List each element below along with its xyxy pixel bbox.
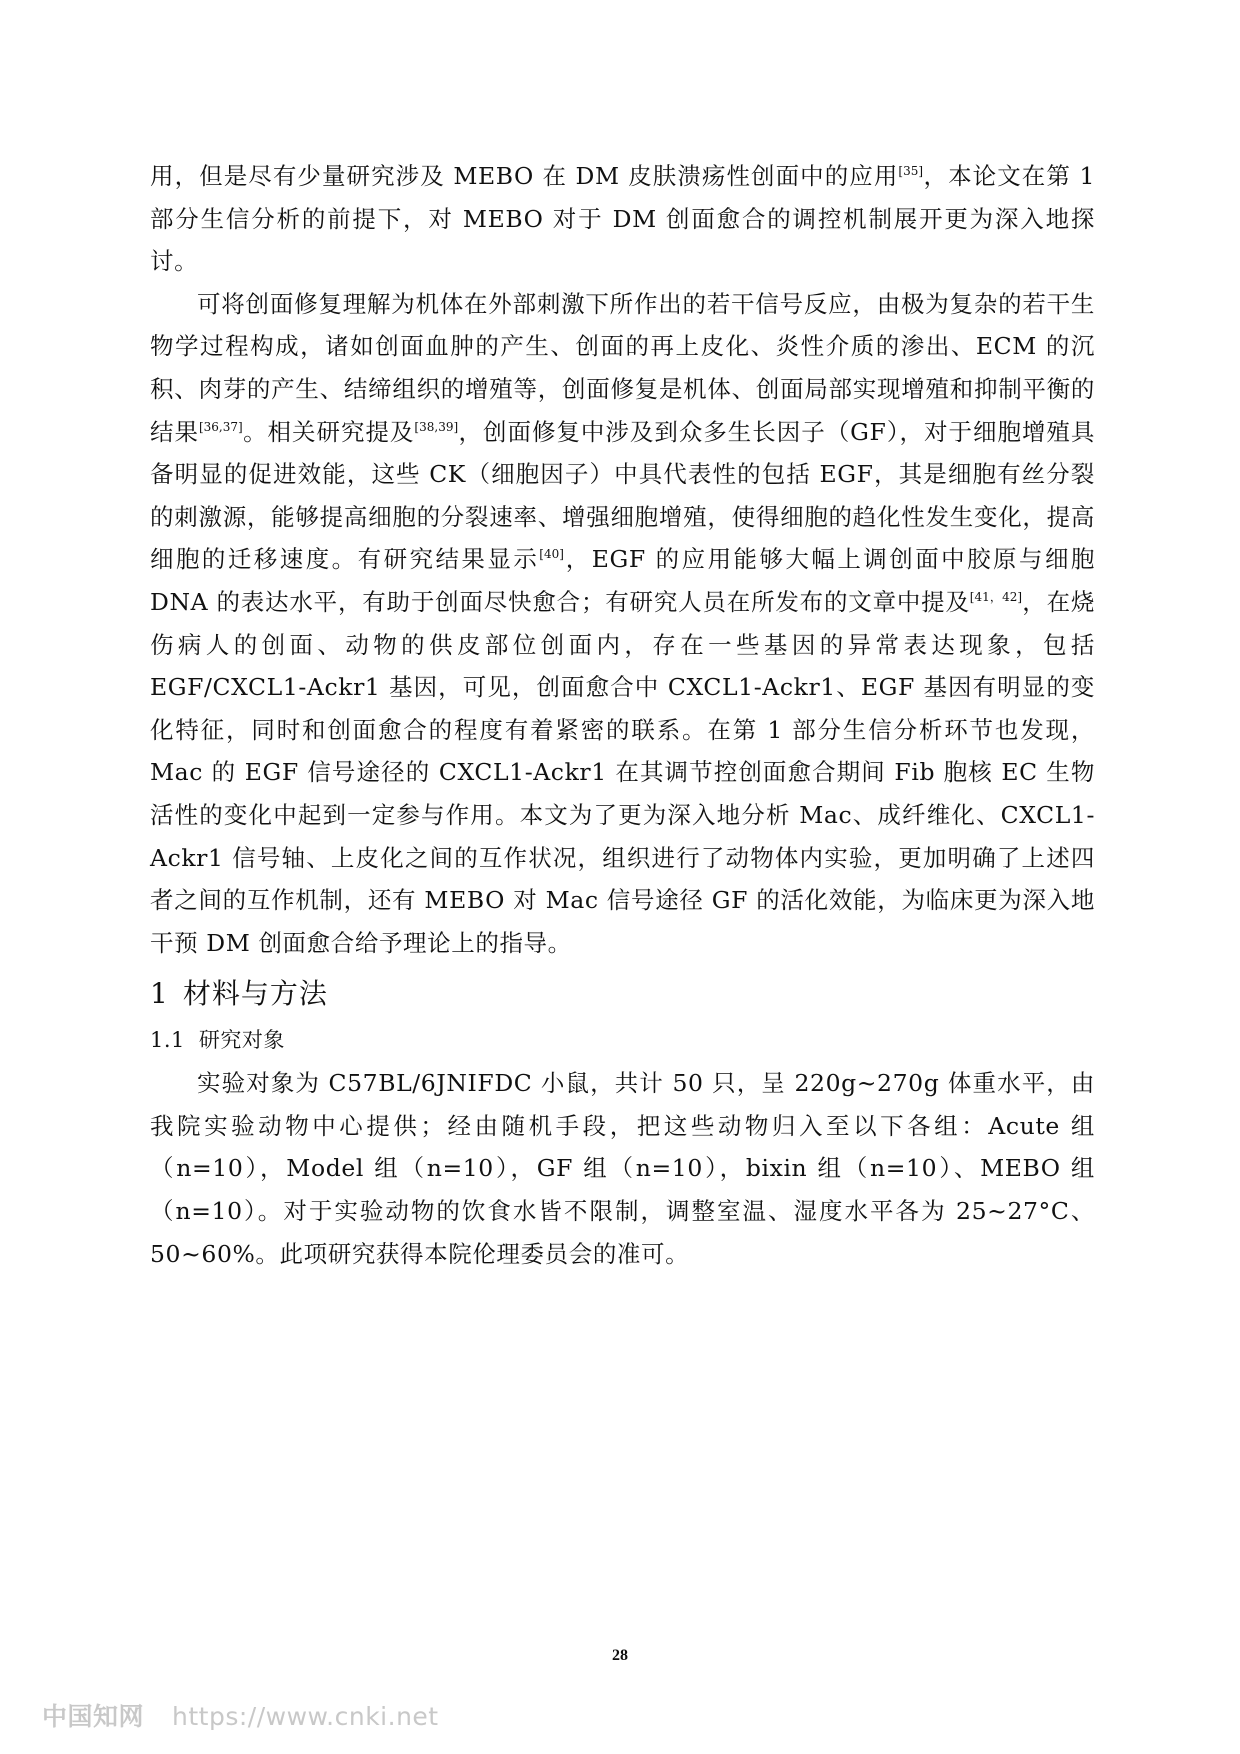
- subsection-title: 研究对象: [198, 1028, 285, 1053]
- section-heading-1: [150, 972, 1095, 1016]
- citation-ref: [41，42]: [969, 589, 1023, 604]
- citation-ref: [35]: [898, 164, 924, 178]
- subsection-number: 1.1: [150, 1028, 185, 1053]
- body-text: [150, 155, 1095, 1275]
- paragraph-2-text-a: 可将创面修复理解为机体在外部刺激下所作出的若干信号反应，由极为复杂的若干生物学过程构成，诸如创面血肿的产生、创面的再上皮化、炎性介质的渗出、ECM 的沉积、肉芽的产生、结缔组织的增殖等，创面修复是机体、创面局部实现增殖和抑制平衡的结果: [150, 289, 1095, 446]
- cnki-logo-text: 中国知网: [42, 1702, 145, 1731]
- cnki-watermark: [42, 1697, 439, 1733]
- section-title: 材料与方法: [182, 977, 328, 1011]
- citation-ref: [36,37]: [198, 419, 243, 434]
- paragraph-2-text-e: ，在烧伤病人的创面、动物的供皮部位创面内，存在一些基因的异常表达现象，包括 EGF/CXCL1-Ackr1 基因，可见，创面愈合中 CXCL1-Ackr1、EGF 基因有明显的变化特征，同时和创面愈合的程度有着紧密的联系。在第 1 部分生信分析环节也发现，Mac 的 EGF 信号途径的 CXCL1-Ackr1 在其调节控创面愈合期间 Fib 胞核 EC 生物活性的变化中起到一定参与作用。本文为了更为深入地分析 Mac、成纤维化、CXCL1-Ackr1 信号轴、上皮化之间的互作状况，组织进行了动物体内实验，更加明确了上述四者之间的互作机制，还有 MEBO 对 Mac 信号途径 GF 的活化效能，为临床更为深入地干预 DM 创面愈合给予理论上的指导。: [150, 587, 1095, 957]
- citation-ref: [38,39]: [414, 419, 459, 434]
- paragraph-2-text-b: 。相关研究提及: [242, 417, 415, 446]
- paragraph-2: [150, 283, 1095, 965]
- section-number: 1: [150, 977, 169, 1011]
- subsection-heading-1-1: [150, 1020, 1095, 1060]
- paragraph-1-text-b: ，本论文在第 1 部分生信分析的前提下，对 MEBO 对于 DM 创面愈合的调控机制展开更为深入地探讨。: [150, 162, 1095, 276]
- paragraph-3: 实验对象为 C57BL/6JNIFDC 小鼠，共计 50 只，呈 220g~270g 体重水平，由我院实验动物中心提供；经由随机手段，把这些动物归入至以下各组：Acute 组（n=10），Model 组（n=10），GF 组（n=10），bixin 组（n=10）、MEBO 组（n=10）。对于实验动物的饮食水皆不限制，调整室温、湿度水平各为 25~27°C、50~60%。此项研究获得本院伦理委员会的准可。: [150, 1069, 1095, 1268]
- paragraph-1: [150, 155, 1095, 283]
- paragraph-1-text-a: 用，但是尽有少量研究涉及 MEBO 在 DM 皮肤溃疡性创面中的应用: [150, 162, 899, 190]
- citation-ref: [40]: [539, 547, 564, 562]
- paragraph-2-text-d: ，EGF 的应用能够大幅上调创面中胶原与细胞 DNA 的表达水平，有助于创面尽快愈合；有研究人员在所发布的文章中提及: [150, 545, 1096, 616]
- page-number: 28: [612, 1647, 628, 1664]
- paragraph-2-text-c: ，创面修复中涉及到众多生长因子（GF），对于细胞增殖具备明显的促进效能，这些 CK（细胞因子）中具代表性的包括 EGF，其是细胞有丝分裂的刺激源，能够提高细胞的分裂速率、增强细胞增殖，使得细胞的趋化性发生变化，提高细胞的迁移速度。有研究结果显示: [150, 417, 1096, 574]
- cnki-url[interactable]: https://www.cnki.net: [172, 1702, 439, 1731]
